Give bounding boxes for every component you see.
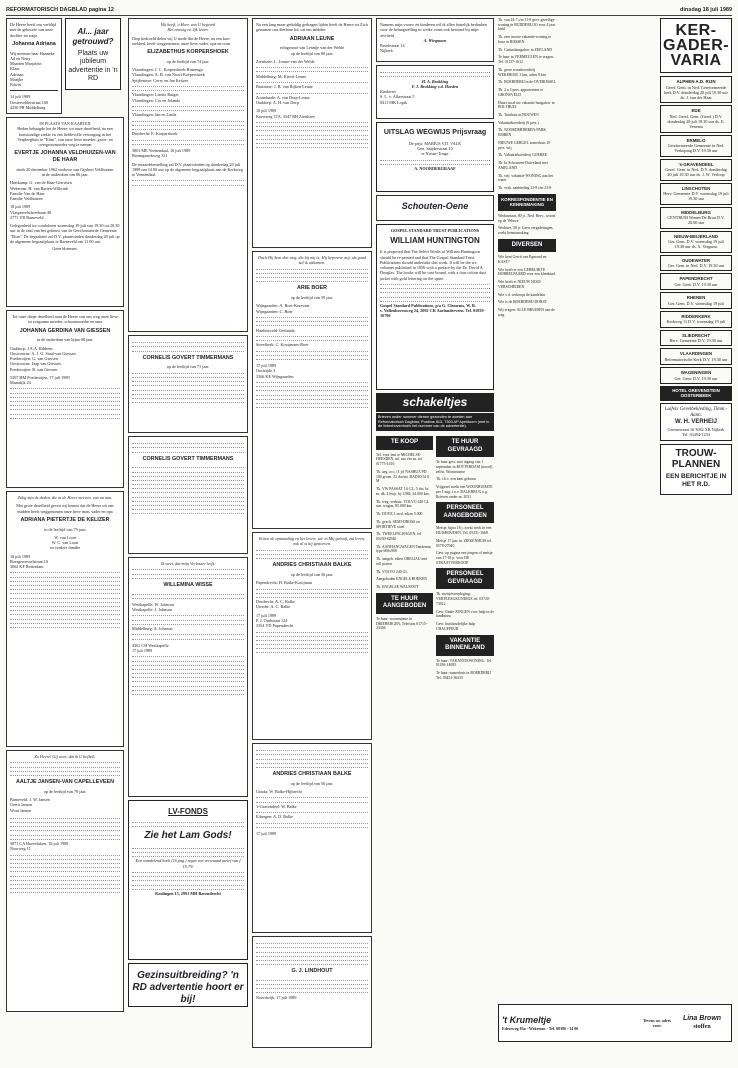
classified-item: Tk. weg. verhuiz. VOLVO 240 GL stat. wagon, 85.000 km. (376, 499, 430, 509)
death-notice-7 (128, 436, 248, 554)
church-detail: Ger. Gem. D.V. 19.30 uur (674, 281, 718, 287)
schakeltjes-title: schakeltjes (402, 395, 468, 409)
schakeltjes-info-text: Brieven onder nummer dienen gezonden te worden aan Reformatorisch Dagblad, Postbus 613, 7300 AP Apeldoorn (met in de linkerbovenhoek het nummer van de advertentie). (378, 415, 490, 429)
death-notice-2-address: 5307 HM Poederoijen, 17 juli 1989 Maasdijk 24 (10, 374, 70, 385)
classified-item: Huurt nu al uw vakantie bungalow in BOLTHUIS (498, 100, 555, 110)
death-notice-5-address: 3801 ME Veenendaal, 16 juli 1989 Boomgaardsweg 331 (132, 148, 191, 159)
death-notice-1-sub: sinds 20 december 1962 weduwe van Gijsbert Veldhuizen (16, 166, 114, 172)
header-left: REFORMATORISCH DAGBLAD pagina 12 (6, 7, 114, 13)
lv-fonds-headline: Zie het Lam Gods! (144, 830, 232, 842)
jubilee-ad-body: Plaats uw jubileum advertentie in 'n RD (68, 50, 118, 83)
death-notice-1-address: 18 juli 1989 Vlaspeerelsdwerbaan 40 3771 VB Barneveld (10, 204, 52, 220)
classified-item: Gevr. op pagina een jongen of meisje van 17-18 jr. voor DE STRAATVERKOOP (436, 551, 493, 565)
death-notice-5-text: De teraardebestelling zal D.V. plaatsvinden op donderdag 20 juli 1989 om 14.00 uur op de algemene begraafplaats aan de Kerkweg te Veenendaal. (132, 161, 243, 177)
classified-item: Tk. AANHANGWAGEN Tandemas type 600x900 (376, 544, 432, 554)
classified-left (376, 433, 433, 683)
family-line: Eibergen: A. D. Balke (256, 814, 294, 820)
family-line: Wout Jansen (10, 807, 32, 813)
death-notice-10 (252, 251, 372, 529)
classified-item: Weduwe, 58 jr. Geen vergaderingen, zoekt kennismaking (498, 226, 554, 236)
family-line: en verdere familie (49, 545, 81, 551)
family-line: Spijkenisse: Corry en Jan Keijzer (132, 77, 189, 83)
classified-item: Tk. VW PASSAT 1.6 CL, 5 drs. br. m. dk. 4 bwjr. bj. 1984, 24.000 km. (376, 487, 430, 496)
contest-box (376, 122, 494, 192)
birth-name: Johanna Adriana (12, 40, 56, 47)
lina-brown-logo: Lina Brown (682, 1014, 722, 1022)
classified-item: Meisje, bijna 18 j. zoekt werk in een HUISHOUDEN. Tel. 05231-1668 (436, 526, 492, 536)
family-line: Wekerom: H. van Barten-Wilbrink (10, 185, 69, 191)
church-location: 's-GRAVENDEEL (678, 161, 714, 167)
classified-item: Te huur in VERMEULEN te vragen. Tel. 01137-1612 (498, 55, 554, 65)
classified-item: Meisje 17 jaar in: ZIEKENHUIS tel. 0578-27040 (436, 538, 492, 548)
classified-item: Te huur: VAKANTIEWONING. Tel. 01186-14085 (436, 658, 493, 668)
lina-brown-sub: stoffen (693, 1023, 711, 1030)
verheij-ad (660, 403, 732, 442)
death-notice-9-sub: echtgenoot van Lenntje van der Welde (279, 45, 345, 51)
family-line: Vlaardingen: Cor en Jolanda (132, 97, 181, 103)
church-location: WAGENINGEN (680, 370, 712, 375)
classified-item: Tk. verh. aanbieding 13-8 t/m 23-8 (498, 186, 552, 191)
church-detail: Geref. Gem. in Ned. Gereformeerde kerk D.V. donderdag 20 juli 19.30 uur ds. J. van der Haar (664, 84, 728, 100)
family-line: Westkapelle: J. Johnson (132, 607, 173, 612)
birth-announcement (6, 18, 62, 114)
church-detail: Kerkweg 11 D.V. woensdag 19 juli (666, 319, 726, 325)
verheij-name: W. H. VERHEIJ (674, 419, 717, 426)
death-notice-3-quote: Zalig zijn de doden, die in de Heere sterven, van nu aan. (17, 495, 113, 500)
church-location: RHENEN (686, 295, 706, 300)
family-line: Vlaardingen: J. C. Korpershoek-Huizenga (132, 67, 203, 72)
death-notice-8-address: 4361 CH Westkapelle 17 juli 1989 (132, 642, 169, 653)
lv-fonds-text: Een wandelend boek (16 pag.) tegen een verwaand tarief van f 19,75! (135, 858, 241, 869)
page-header (6, 4, 732, 16)
church-detail: Ger. Gem. D.V. woensdag 19 juli 19.30 uur ds. A. Vergunst (668, 239, 724, 250)
death-notice-2 (6, 310, 124, 488)
thanks-notice-3 (376, 65, 494, 119)
section-correspondence: KORRESPONDENTIE EN KENNISMAKING (498, 194, 556, 211)
family-line: Ouddorp: J.A.A. Ribbens (10, 345, 53, 351)
gospel-standard-ad (376, 224, 494, 390)
family-line: W. van Loon (54, 534, 76, 540)
verheij-title: Luifels Gevelbekleding, Timm.-Aann. (664, 406, 728, 418)
death-notice-9-address: 16 juli 1989 Korteweg 37A, 3547 BH Zierikzee (256, 108, 315, 119)
classified-item: NIEUWE GERGEL zomerhuis 10 pers. vrij (498, 140, 551, 150)
death-notice-8-name: WILLEMINA WISSE (163, 581, 213, 588)
section-personeel-aangeboden: PERSONEEL AANGEBODEN (436, 502, 494, 523)
classified-item: Wie heeft er een GEBRUIKTE HOBBELPAARD voor een kleinkind (498, 267, 556, 277)
section-te-huur-aangeboden: TE HUUR AANGEBODEN (376, 593, 433, 614)
death-notice-2-age: in de ouderdom van bijna 68 jaar. (36, 337, 94, 343)
krumeltje-ad (498, 1004, 732, 1042)
death-notice-3-age: in de leeftijd van 79 jaar. (44, 526, 86, 532)
trouwplannen-ad (660, 444, 732, 494)
birth-address: 14 juli 1989 Oostervelderstraat 160 4250 PR Middelburg (10, 94, 49, 110)
death-notice-11 (252, 532, 372, 740)
family-line: Familie Veldhuizen (10, 196, 43, 201)
family-line: Wijngaarden: A. Boer-Korevaar (256, 303, 310, 309)
death-notice-6 (128, 335, 248, 433)
church-location: NIEUW-BEIJERLAND (673, 233, 719, 239)
classified-item: Wie heeft er NIEUW HOOI VERSCHEIDEN (498, 280, 541, 289)
section-vakantie: VAKANTIE BINNENLAND (436, 635, 494, 656)
death-notice-3-intro: Met grote droefheid geven wij kennis dat de Heere uit ons midden heeft weggenomen onze lieve man, vader en opa (16, 503, 114, 514)
church-detail: Ger. Gem. D.V. woensdag 19 juli (668, 300, 724, 306)
death-notice-12-name: ANDRIES CHRISTIAAN BALKE (272, 770, 352, 777)
church-detail: Ger. Gem. D.V. 19.30 uur (674, 375, 718, 381)
family-line: Streefkerk: C. Kooijmans-Boer (256, 342, 309, 348)
death-notice-5-age: op de leeftijd van 74 jaar. (166, 58, 210, 64)
death-notice-5-quote: Hij heeft, o Heer, van U begeerd Het eeuwig en lijk leven. (160, 22, 216, 33)
church-location: SLIEDRECHT (681, 332, 711, 338)
classified-item: Tk. NOORDERDEREN-PARK EMBEN (498, 128, 547, 138)
death-notice-4-age: op de leeftijd van 78 jaar. (43, 788, 87, 794)
death-notice-1 (6, 117, 124, 307)
classified-item: Vrijgezel zoekt een WOONRUIMTE per 1 aug. i.o.v. BALKBRUG o.g. Brieven onder nr. 2031 (436, 485, 493, 499)
thanks-notice (252, 936, 372, 1048)
family-line: Barneveld: J. W. Jansen (10, 797, 50, 802)
death-notice-9-intro: Na een lang maar geduldig gedragen lijden heeft de Heere tot Zich genomen ons dierbaar lid, uit ons midden (256, 22, 368, 33)
death-notice-8 (128, 557, 248, 797)
classified-item: Tk. t.b.v. een kant gebouw (436, 477, 477, 482)
schakeltjes-info (376, 413, 494, 431)
death-notice-7-name: CORNELIS GOVERT TIMMERMANS (142, 455, 234, 462)
contest-title: UITSLAG WEGWIJS Prijsvraag (383, 129, 487, 136)
thanks-notice-address: Noordwijk, 17 juli 1989 (256, 994, 297, 1000)
family-line: Vlaardingen: Lisette Rutger (132, 92, 179, 98)
family-line: Dordrecht: E. Korpershoek (132, 131, 178, 137)
death-notice-9-age: op de leeftijd van 80 jaar. (290, 50, 334, 56)
death-notice-4 (6, 750, 124, 1012)
kergader-varia-title: KER-GADER-VARIA (660, 18, 732, 73)
church-detail: Reformatorische Kerk D.V. 19.30 uur (664, 356, 728, 362)
krumeltje-extra: Tevens uw adres voor: (642, 1018, 671, 1028)
death-notice-11-age: op de leeftijd van 56 jaar. (290, 571, 334, 577)
verheij-address: Groenestraat 16 3082 XB Nijkerk Tel. 03494-1234 (667, 426, 725, 437)
church-location: ALPHEN A.D. RIJN (676, 79, 716, 84)
jubilee-ad (65, 18, 121, 90)
death-notice-1-name: EVERTJE JOHANNA VELDHUIZEN-VAN DE HAAR (14, 150, 116, 163)
promo-ad (128, 963, 248, 1007)
church-location: PAPENDRECHT (679, 276, 713, 282)
thanks-notice-2-signature: A. Wiegmans (423, 37, 447, 43)
death-notice-3-address: 16 juli 1989 Boergeroesselstraat 10 3062 KF Rotterdam (10, 553, 48, 569)
church-detail: Gereformeerde Gemeente in Ned. Verkoping D.V. 19.30 uur (667, 143, 725, 154)
classified-item: Tk. Vakantieboerderij GOEREE (498, 153, 547, 158)
thanks-notice-2-address: Broekstraat 14 Nijkerk (380, 43, 405, 54)
thanks-notice-2 (376, 18, 494, 62)
death-notice-4-name: AALTJE JANSEN-VAN CAPELLEVEEN (15, 779, 115, 785)
classified-item: Wie is de BOERDERIJ DORST (498, 300, 547, 305)
church-location: LINSCHOTEN (681, 185, 711, 191)
schouten-ad (376, 195, 494, 221)
classified-item: Tk. In Schouwen-Duiveland met AMELAND (498, 161, 548, 170)
classified-item: Tel. voor tent te MICHELSE-HEESDEN, inl. ma t/m za. tel. 01775-1416 (376, 452, 423, 467)
family-line: Harskamp: G. van de Haar-Gerritsen (10, 180, 72, 186)
classified-item: Tk. grote woonboerderij WEKEROM, 3 km, adres 8 km (498, 67, 546, 77)
classified-item: Tk. BOERDERIJ in de OVERIJSSEL (498, 80, 556, 85)
church-location: ERMELO (686, 137, 706, 143)
header-right: dinsdag 18 juli 1989 (680, 7, 732, 13)
promo-text: Gezinsuitbreiding? 'n RD advertentie hoort er bij! (132, 970, 244, 1005)
section-te-huur-gevraagd: TE HUUR GEVRAAGD (436, 436, 494, 457)
column-3 (252, 18, 372, 1060)
death-notice-8-quote: Ik weet, dat mijn Verlosser leeft. (161, 561, 215, 566)
death-notice-9-name: ADRIAAN LEUNE (289, 35, 335, 42)
family-line: Dordrecht: A. C. Balke (256, 599, 295, 605)
death-notice-9 (252, 18, 372, 248)
church-location: RIDDERKERK (681, 313, 711, 319)
classified-item: Tk. meisjesverpleging: VERPLEEGKUNDIGE tel. 05720-73012 (436, 592, 491, 606)
section-te-koop: TE KOOP (376, 436, 433, 450)
classified-item: Te huur: zomerhuis in BOERDERIJ Tel. 03451-36235 (436, 671, 491, 680)
family-line: Utrecht: A. C. Balke (256, 604, 291, 610)
family-line: Gerrit Jansen (10, 802, 33, 808)
trouwplannen-title: TROUW-PLANNEN (671, 448, 721, 470)
family-line: Vlaardingen: Jan en Linda (132, 112, 177, 118)
contest-prize: De prijs: MARIUS V.D. VALK Gen. Snijderstraat 10 te Nieuw-Tonge (408, 140, 462, 157)
thanks-notice-name: G. J. LINDHOUT (291, 968, 333, 975)
jubilee-ad-title: Al... jaar getrouwd? (72, 27, 114, 46)
thanks-notice-2-text: Namens mijn vrouw en kinderen wil ik allen hartelijk bedanken voor de belangstelling in welke vorm ook betoond bij mijn afscheid. (380, 22, 487, 38)
church-detail: Ned. Geref. Gem. (Geref.) D.V. donderdag 20 juli 19.30 uur ds. E. Venema (667, 113, 725, 130)
classified-item: Aangeboden ENGELS BOEKEN (376, 577, 428, 582)
family-line: Oostvoorne: A. J. G. Staal-van Giessen (10, 350, 76, 356)
church-detail: Geref. Gem. in Ned. D.V. donderdag 20 juli 19.30 uur ds. J. W. Verloop (665, 167, 727, 178)
classified-item: Gevr. huishoudelijke hulp CHAUFFEUR (436, 622, 476, 631)
lv-fonds-ad (128, 800, 248, 960)
schakeltjes-banner (376, 393, 494, 412)
family-line: Zoutelande: A. van Dorp-Leune (256, 94, 310, 100)
family-line: Middelburg: M. Kievit-Leune (256, 73, 307, 79)
family-line: Vlaardingen: A. H. van Noort-Korpershoek (132, 72, 205, 78)
krumeltje-address: Edeseweg 83a - Wekerom - Tel. 08386 - 14 06 (502, 1026, 579, 1032)
death-notice-10-quote: Doch Hij kent den weg, die bij mij is; Hij beproeve mij, als goud zal ik uitkomen. (257, 255, 367, 266)
family-line: Ouddorp: A. H. van Dorp (256, 100, 299, 106)
family-line: Familie Van de Haar (10, 190, 45, 196)
family-line: Gouda: W. Balke-Hijbrecht (256, 788, 302, 794)
classified-item: Wie kent Gerrit van Egmond en KAST? (498, 255, 547, 264)
church-detail: Ger. Gem. in Ned. D.V. 19.30 uur (667, 263, 725, 268)
trouwplannen-sub: EEN BERICHTJE IN HET R.D. (665, 473, 727, 489)
death-notice-3 (6, 491, 124, 747)
family-line: W. C. van Loon (51, 540, 79, 545)
classified-item: Tk. aeg. occ. (1 jr) NASHUA PD 100 groen. 32 tkwtm. RADIO 54 8 M (376, 469, 430, 484)
death-notice-6-name: CORNELIS GOVERT TIMMERMANS (142, 354, 234, 361)
classified-item: Tk. gesch. SEMI-DROSS en SPORTIEVE stoel (376, 519, 420, 529)
family-line: Hardinxveld: Gerlanda (256, 327, 295, 333)
death-notice-1-text: Gelegenheid tot condoleren woensdag 19 juli van 19.30 tot 20.30 uur in de zaal van het gebouw van de Gereformeerde Gemeente "Elim". De begrafenis zal D.V. plaatsvinden donderdag 20 juli op de algemene begraafplaats te Barneveld om 11.00 uur. (10, 223, 120, 244)
death-notice-6-age: op de leeftijd van 71 jaar. (166, 364, 210, 370)
death-notice-1-intro: IN PLAATS VAN KAARTEN Heden behaagde het de Heere, tot onze droefheid, na een kortstondige ziekte en een liefdevolle verzorging in het Verpleeghuis te "Elim", van onze lieve moeder, groot- en overgrootmoeder weg te nemen (17, 121, 113, 147)
section-personeel-gevraagd: PERSONEEL GEVRAAGD (436, 568, 494, 589)
classified-item: Tk. VOLVO 240 GL (376, 569, 408, 574)
krumeltje-name: 't Krumeltje (502, 1014, 552, 1025)
thanks-notice-3-address: Kinderen S. L. v. Alkerstraat 5 8411 MK Lopik (380, 89, 415, 105)
column-5 (498, 18, 556, 1060)
classified-item: Tk. aangeb. eiken OBELIAU met roll potten (376, 557, 428, 566)
family-line: Zierikzee: L. Leune-van der Welde (256, 58, 315, 64)
church-location: VLAARDINGEN (679, 351, 713, 357)
classified-item: Tk. Gezinsbungalow in ZEELAND (498, 47, 552, 52)
death-notice-5-intro: Diep bedroefd delen wij U mede dat de Heere, na een kort ziekbed, heeft weggenomen, onze lieve vader, opa en oom (132, 35, 230, 46)
thanks-notice-3-signature: H. A. Brokking F. J. Brokking-v.d. Hoeden (411, 78, 459, 89)
column-4 (376, 18, 494, 1060)
family-line: Bruinisse: J. B. van Rijken-Leune (256, 84, 313, 90)
church-location: MIDDELBURG (681, 209, 711, 215)
birth-signature: Wij noemen haar Hanneke Ad en Netty Maarten Marjolein Klaas Adriaan Marijke Edwin (10, 50, 55, 87)
family-line: Poederoijen: B. van Giessen (10, 366, 58, 372)
church-detail: Herv. Gemeente D.V. 19.30 uur (669, 338, 723, 343)
death-notice-11-address: 17 juli 1989 P. J. Oudstraat 124 3354 VD Papendrecht (256, 612, 294, 629)
birth-text: De Heere heeft ons verblijd met de geboorte van onze dochter en zusje (10, 22, 57, 38)
classified-item: Weduwnaar, 80 jr., Ned. Herv., woont op de Veluwe (498, 213, 556, 223)
death-notice-2-name: JOHANNA GERDINA VAN GIESSEN (19, 327, 111, 334)
family-line: Westkapelle: W. Johnson (132, 601, 174, 607)
hotel-banner: HOTEL GREVENSTEIN OOSTERBEEK (660, 386, 732, 401)
death-notice-12-age: op de leeftijd van 56 jaar. (290, 780, 334, 786)
death-notice-10-name: ARIE BOER (297, 285, 327, 292)
death-notice-3-name: ADRIANA PIETERTJE DE KELIZER (20, 516, 110, 523)
lv-fonds-address: Koolingen 13, 2991 MH Barendrecht (155, 890, 221, 896)
contest-signature: A. NOORDERGRAAF (414, 166, 456, 172)
death-notice-4-quote: Zo Heere! Gij weet, dat ik U liefheb. (34, 754, 96, 759)
classified-item: Tk. vrij: vakantie-WONING aan het water (498, 173, 554, 183)
family-line: Poederoijen: G. van Giessen (10, 356, 58, 361)
classified-item: Vakantieboerderij (6 pers.) (498, 120, 539, 125)
death-notice-11-name: ANDRIES CHRISTIAAN BALKE (272, 562, 352, 569)
death-notice-1-age: in de ouderdom van 86 jaar. (41, 172, 89, 177)
church-detail: CENTRUM Wonen De Bron D.V. 20.00 uur (667, 215, 725, 226)
section-diversen: DIVERSEN (498, 239, 556, 253)
death-notice-4-address: 3871 CA Hoevelaken, 16 juli 1989 Noorweg 11 (10, 840, 69, 852)
gospel-standard-name: WILLIAM HUNTINGTON (390, 236, 480, 246)
family-line: Oostvoorne: Jaap van Giessen (10, 361, 61, 367)
classified-right (436, 433, 494, 683)
family-line: Wijngaarden: C. Boer (256, 308, 293, 314)
death-notice-5-name: ELIZABETHUS KORPERSHOEK (147, 49, 229, 55)
death-notice-11-quote: Ik ben de opstanding en het leven; wie in Mij gelooft, zal leven, ook al is hij gestorven. (258, 536, 366, 547)
classified-item: Tk. van 24-7 t/m 11-8 gevr. gezellige woning in BUDDERLOO voor 4 jaar kind (498, 18, 556, 32)
church-location: EDE (691, 108, 701, 114)
classified-item: Te huur gevr. met ingang van 1 september in ROTTERDAM (noord) zelfst. Woonruimte (436, 460, 493, 474)
lv-fonds-title: LV-FONDS (168, 807, 208, 816)
gospel-standard-address: Gospel Standard Publications, p/a G. Clements, W. B. v. Vollenhovenweg 24, 2092 CK Aarlanderveen. Tel. 01859-16796 (380, 302, 485, 319)
classified-item: Tk. ENGELSE WALNOOT (376, 585, 419, 590)
classified-item: Gevr. flinke JONGEN voor hulp in de landbouw (436, 609, 494, 619)
death-notice-5 (128, 18, 248, 332)
schouten-ad-name: Schouten-Oene (401, 201, 469, 211)
church-location: OUDEWATER (681, 257, 711, 263)
classified-item: Wij vragen: ALLE BRUIDEN aan de weg (498, 308, 555, 317)
column-6 (660, 18, 732, 1002)
gospel-standard-title: GOSPEL STANDARD TRUST PUBLICATIONS (390, 228, 480, 233)
family-line: Papendrecht: H. Balke-Kooijman (256, 580, 312, 586)
death-notice-10-address: 17 juli 1989 Oostzijde 3 3366 KE Wijngaarden (256, 363, 294, 379)
death-notice-10-age: op de leeftijd van 59 jaar. (290, 295, 334, 300)
classified-item: Tk. TWEELINGWAGEN, tel. 05230-62940 (376, 532, 423, 541)
death-notice-12 (252, 743, 372, 933)
death-notice-12-address: 17 juli 1989 (256, 831, 277, 836)
family-line: 's-Gravendeel: W. Balke (256, 803, 297, 809)
classified-item: Te huur: woonruimte in DRIEBERGEN, Telefoon 01715-23456 (376, 616, 428, 631)
classified-item: Tk. 2 a 4 pers. appartement te GRONSVELD (498, 88, 544, 97)
family-line: Middelburg: A. Johnson (132, 626, 173, 631)
death-notice-2-intro: Tot onze diepe droefheid nam de Heere van ons weg onze lieve en zorgzame moeder, schoonmoeder en oma (11, 314, 119, 325)
classified-item: Tk. Tuinhuis in BOUWEN (498, 113, 539, 118)
death-notice-1-end: Geen bloemen. (52, 246, 78, 251)
classified-item: Tk. zeer mooie vakantie-woning te huur in RIJSSEN (498, 35, 552, 44)
classified-item: Tk. DOVE 1 zwd. eiken 5.000 (376, 512, 423, 517)
column-2 (128, 18, 248, 1060)
gospel-standard-text: It is proposed that The Select Works of William Huntington should be re-printed and that The Gospel Standard Trust Publications should undertake this work. It will be the six volumes published in 1856 with a preface by the Dr. David A. Douglas. The books will be case bound, with a four colour dust jacket with gold lettering on the spine. (380, 249, 487, 281)
classified-item: Wie v.d. verkoopt de kandelaar (498, 292, 546, 297)
church-detail: Herv. Gemeente D.V. woensdag 19 juli 19.30 uur (663, 191, 729, 202)
column-1 (6, 18, 124, 1060)
